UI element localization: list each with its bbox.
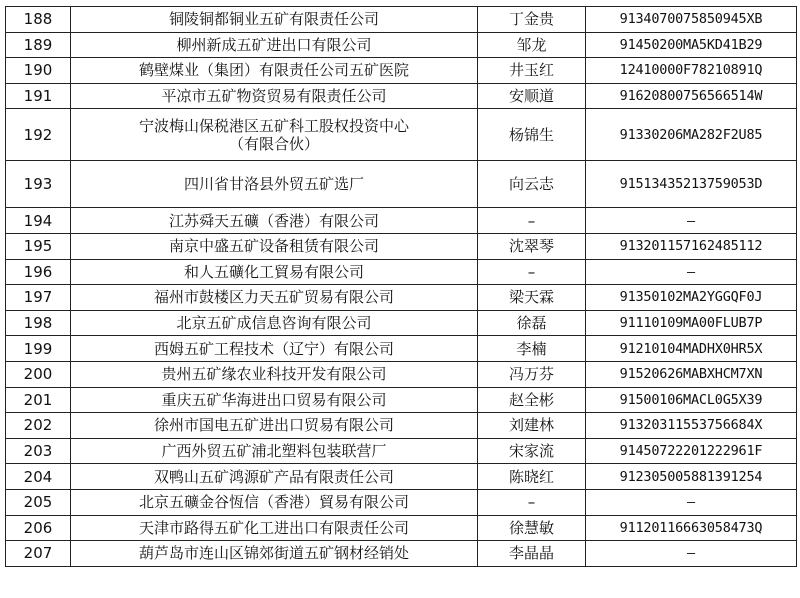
row-number: 206 [6, 515, 71, 541]
company-name: 重庆五矿华海进出口贸易有限公司 [71, 387, 478, 413]
legal-representative: 刘建林 [478, 413, 586, 439]
company-name: 贵州五矿缘农业科技开发有限公司 [71, 361, 478, 387]
table-row [6, 83, 797, 109]
company-name: 西姆五矿工程技术（辽宁）有限公司 [71, 336, 478, 362]
credit-code: 91500106MACL0G5X39 [586, 387, 797, 413]
credit-code: 91513435213759053D [586, 161, 797, 208]
legal-representative: 杨锦生 [478, 109, 586, 161]
company-name: 和人五礦化工貿易有限公司 [71, 259, 478, 285]
table-row [6, 541, 797, 567]
credit-code: – [586, 208, 797, 234]
legal-representative: 丁金贵 [478, 7, 586, 33]
company-name: 江苏舜天五礦（香港）有限公司 [71, 208, 478, 234]
table-row [6, 413, 797, 439]
legal-representative: 安顺道 [478, 83, 586, 109]
table-row [6, 259, 797, 285]
company-name: 北京五礦金谷恆信（香港）貿易有限公司 [71, 489, 478, 515]
table-row [6, 161, 797, 208]
credit-code: 91450200MA5KD41B29 [586, 32, 797, 58]
credit-code: 91350102MA2YGGQF0J [586, 285, 797, 311]
credit-code: – [586, 259, 797, 285]
company-name: 徐州市国电五矿进出口贸易有限公司 [71, 413, 478, 439]
legal-representative: 陈晓红 [478, 464, 586, 490]
company-name: 葫芦岛市连山区锦郊街道五矿钢材经销处 [71, 541, 478, 567]
credit-code: 91210104MADHX0HR5X [586, 336, 797, 362]
row-number: 200 [6, 361, 71, 387]
credit-code: 91520626MABXHCM7XN [586, 361, 797, 387]
credit-code: 91320311553756684X [586, 413, 797, 439]
row-number: 193 [6, 161, 71, 208]
table-row [6, 336, 797, 362]
table-row [6, 208, 797, 234]
table-row [6, 285, 797, 311]
table-row [6, 489, 797, 515]
company-name: 福州市鼓楼区力天五矿贸易有限公司 [71, 285, 478, 311]
company-name: 平凉市五矿物资贸易有限责任公司 [71, 83, 478, 109]
legal-representative: 冯万芬 [478, 361, 586, 387]
row-number: 204 [6, 464, 71, 490]
row-number: 199 [6, 336, 71, 362]
row-number: 192 [6, 109, 71, 161]
table-row [6, 464, 797, 490]
row-number: 203 [6, 438, 71, 464]
company-name: 柳州新成五矿进出口有限公司 [71, 32, 478, 58]
row-number: 198 [6, 310, 71, 336]
row-number: 197 [6, 285, 71, 311]
row-number: 194 [6, 208, 71, 234]
credit-code: 9134070075850945XB [586, 7, 797, 33]
company-name: 铜陵铜都铜业五矿有限责任公司 [71, 7, 478, 33]
table-row [6, 58, 797, 84]
credit-code: 91620800756566514W [586, 83, 797, 109]
company-name: 广西外贸五矿浦北塑料包装联营厂 [71, 438, 478, 464]
table-row [6, 32, 797, 58]
row-number: 189 [6, 32, 71, 58]
company-name-line2: （有限合伙） [228, 134, 319, 153]
legal-representative: 徐慧敏 [478, 515, 586, 541]
credit-code: 91110109MA00FLUB7P [586, 310, 797, 336]
credit-code: 91330206MA282F2U85 [586, 109, 797, 161]
row-number: 196 [6, 259, 71, 285]
legal-representative: 赵全彬 [478, 387, 586, 413]
credit-code: 91450722201222961F [586, 438, 797, 464]
table-container [5, 6, 797, 567]
row-number: 207 [6, 541, 71, 567]
legal-representative: – [478, 489, 586, 515]
credit-code: – [586, 541, 797, 567]
credit-code: – [586, 489, 797, 515]
row-number: 190 [6, 58, 71, 84]
table-row [6, 387, 797, 413]
company-name: 北京五矿成信息咨询有限公司 [71, 310, 478, 336]
legal-representative: 井玉红 [478, 58, 586, 84]
company-name: 南京中盛五矿设备租赁有限公司 [71, 233, 478, 259]
credit-code: 91120116663058473Q [586, 515, 797, 541]
legal-representative: – [478, 259, 586, 285]
company-name: 天津市路得五矿化工进出口有限责任公司 [71, 515, 478, 541]
row-number: 205 [6, 489, 71, 515]
row-number: 191 [6, 83, 71, 109]
company-name: 双鸭山五矿鸿源矿产品有限责任公司 [71, 464, 478, 490]
credit-code: 12410000F78210891Q [586, 58, 797, 84]
credit-code: 913201157162485112 [586, 233, 797, 259]
table-row [6, 438, 797, 464]
legal-representative: 向云志 [478, 161, 586, 208]
legal-representative: 李晶晶 [478, 541, 586, 567]
row-number: 188 [6, 7, 71, 33]
legal-representative: 宋家流 [478, 438, 586, 464]
company-table [5, 6, 797, 567]
legal-representative: 梁天霖 [478, 285, 586, 311]
company-name-line1: 宁波梅山保税港区五矿科工股权投资中心 [138, 116, 409, 135]
legal-representative: 邹龙 [478, 32, 586, 58]
legal-representative: 沈翠琴 [478, 233, 586, 259]
table-row [6, 7, 797, 33]
table-row [6, 310, 797, 336]
credit-code: 912305005881391254 [586, 464, 797, 490]
row-number: 201 [6, 387, 71, 413]
company-name: 鹤壁煤业（集团）有限责任公司五矿医院 [71, 58, 478, 84]
legal-representative: – [478, 208, 586, 234]
legal-representative: 徐磊 [478, 310, 586, 336]
table-row [6, 109, 797, 161]
row-number: 202 [6, 413, 71, 439]
legal-representative: 李楠 [478, 336, 586, 362]
table-row [6, 361, 797, 387]
table-row [6, 233, 797, 259]
row-number: 195 [6, 233, 71, 259]
company-name: 四川省甘洛县外贸五矿选厂 [71, 161, 478, 208]
company-name [71, 109, 478, 161]
table-row [6, 515, 797, 541]
